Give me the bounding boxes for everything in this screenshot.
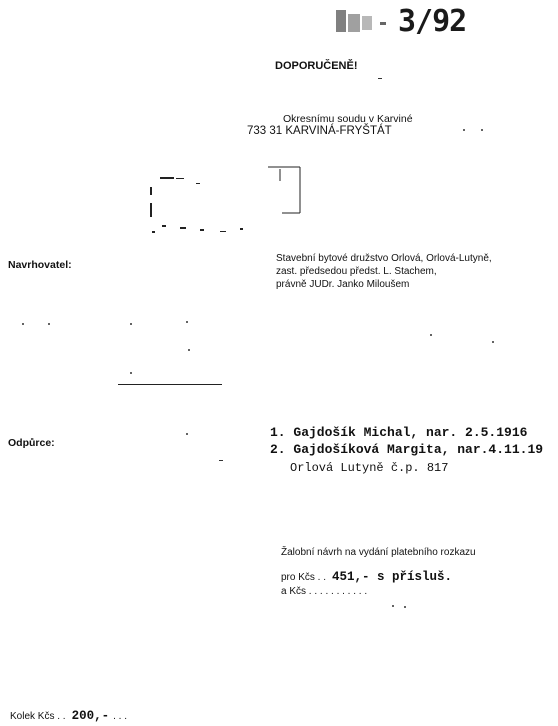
- dot-mark: [130, 323, 132, 325]
- stamp-ink-icon: [334, 4, 394, 40]
- fee-label: Kolek Kčs . .: [10, 711, 66, 722]
- claim-second-amount: a Kčs . . . . . . . . . . .: [281, 586, 368, 597]
- plaintiff-label: Navrhovatel:: [8, 259, 72, 271]
- plaintiff-line: zast. předsedou předst. L. Stachem,: [276, 266, 437, 277]
- dot-mark: [186, 321, 188, 323]
- file-stamp: [334, 4, 474, 40]
- fee-value: 200,-: [71, 709, 110, 723]
- file-number: 3/92: [398, 4, 467, 39]
- dot-mark: [188, 349, 190, 351]
- dot-mark: [463, 129, 465, 131]
- defendant-label: Odpůrce:: [8, 437, 55, 449]
- claim-amount-prefix: pro Kčs . .: [281, 572, 327, 583]
- dot-mark: [392, 605, 394, 607]
- claim-amount-value: 451,- s přísluš.: [332, 570, 453, 584]
- defendant-line: Orlová Lutyně č.p. 817: [290, 461, 449, 475]
- dot-mark: [130, 372, 132, 374]
- fee-row: [10, 706, 127, 724]
- plaintiff-line: Stavební bytové družstvo Orlová, Orlová-Lutyně,: [276, 253, 492, 264]
- faded-stamp-frame: [140, 155, 320, 235]
- dot-mark: [22, 323, 24, 325]
- fee-trail: . . .: [113, 711, 127, 722]
- addressee-city: 733 31 KARVINÁ-FRYŠTÁT: [247, 125, 392, 137]
- defendant-line: 1. Gajdošík Michal, nar. 2.5.1916: [270, 425, 528, 440]
- dot-mark: [481, 129, 483, 131]
- signature-line: [118, 384, 222, 385]
- claim-title: Žalobní návrh na vydání platebního rozkazu: [281, 547, 476, 558]
- dot-mark: [404, 606, 406, 608]
- dot-mark: [492, 341, 494, 343]
- addressee-court: Okresnímu soudu v Karviné: [283, 113, 413, 125]
- registered-mark: DOPORUČENĚ!: [275, 60, 358, 72]
- dot-mark: [186, 433, 188, 435]
- defendant-line: 2. Gajdošíková Margita, nar.4.11.19: [270, 442, 544, 457]
- plaintiff-line: právně JUDr. Janko Miloušem: [276, 279, 410, 290]
- dot-mark: [219, 460, 223, 461]
- dot-mark: [48, 323, 50, 325]
- dot-mark: [378, 78, 382, 79]
- dot-mark: [430, 334, 432, 336]
- stamp-frame-icon: [140, 155, 320, 235]
- claim-amount-row: [281, 567, 452, 585]
